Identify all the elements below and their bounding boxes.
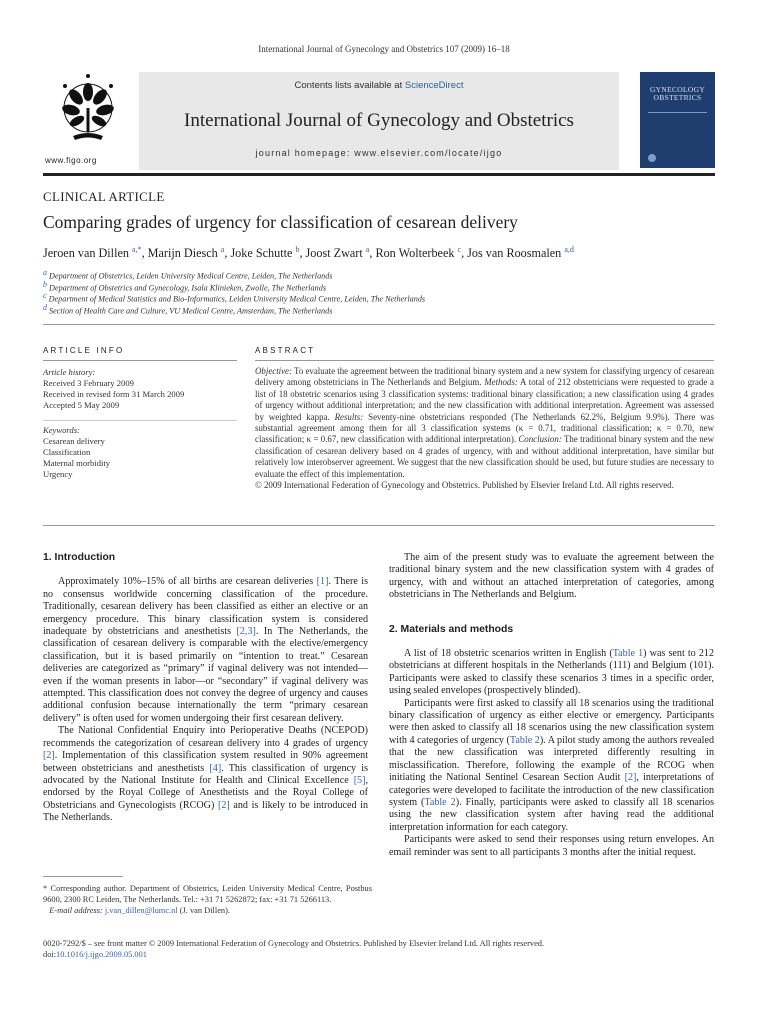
article-title: Comparing grades of urgency for classification of cesarean delivery — [43, 212, 518, 232]
contents-line — [139, 80, 619, 91]
author-affiliation-marker[interactable]: a — [365, 245, 370, 254]
affiliation-rule — [43, 324, 715, 325]
footnote-rule — [43, 876, 123, 877]
logo-url[interactable]: www.figo.org — [45, 156, 97, 165]
right-column — [389, 552, 714, 859]
journal-header-box — [139, 72, 619, 170]
results-label: Results: — [334, 411, 364, 422]
revised-date: Received in revised form 31 March 2009 — [43, 389, 185, 399]
author-affiliation-marker[interactable]: b — [295, 245, 300, 254]
abstract-rule — [255, 360, 714, 361]
keyword: Classification — [43, 447, 91, 457]
keywords-label: Keywords: — [43, 425, 80, 435]
abstract-heading: ABSTRACT — [255, 346, 316, 355]
email-label: E-mail address: — [49, 906, 103, 915]
methods-paragraph: Participants were first asked to classify all 18 scenarios using the traditional binary classification of urgency as either elective or emergency. Participants were then asked to classify all 18 scenarios using the new classification system with 4 categories of urgency (Table 2). A pilot study among the authors revealed that the new classification was interpreted differently resulting in misclassification. Therefore, following the example of the RCOG when initiating the National Sentinel Cesarean Section Audit [2], interpretations of categories were developed to facilitate the introduction of the new classification system (Table 2). Finally, participants were asked to classify all 18 scenarios using the new classification system after having read the additional interpretation information for each category. — [389, 697, 715, 833]
author-affiliation-marker[interactable]: c — [457, 245, 462, 254]
corresponding-author: * Corresponding author. Department of Obstetrics, Leiden University Medical Centre, Postbus 9600, 2300 RC Leiden, The Netherlands. Tel.: +31 71 5262872; fax: +31 71 5266113. — [43, 884, 372, 904]
running-header: International Journal of Gynecology and Obstetrics 107 (2009) 16–18 — [258, 44, 510, 54]
author: Jeroen van Dillen — [43, 246, 129, 261]
corresponding-footnote — [43, 883, 372, 916]
info-divider — [43, 420, 237, 421]
email-link[interactable]: j.van_dillen@lumc.nl — [104, 906, 178, 915]
keyword: Urgency — [43, 469, 73, 479]
author-affiliation-marker[interactable]: a — [220, 245, 225, 254]
citation-link[interactable]: [2] — [217, 799, 230, 811]
contents-prefix: Contents lists available at — [294, 80, 405, 91]
methods-paragraph: Participants were asked to send their responses using return envelopes. An email reminder was sent to all participants 3 months after the initial request. — [389, 834, 714, 858]
affiliation-marker: a — [43, 268, 47, 277]
article-type: CLINICAL ARTICLE — [43, 189, 165, 204]
cover-title: GYNECOLOGY OBSTETRICS — [649, 85, 706, 102]
affiliation-text: Department of Medical Statistics and Bio-Informatics, Leiden University Medical Centre, Leiden, The Netherlands — [48, 294, 426, 304]
author: Ron Wolterbeek — [375, 246, 455, 261]
results-text: Seventy-nine obstetricians responded (The Netherlands 62.2%, Belgium 9.9%). There was substantial agreement among them for all 3 classification systems (κ = 0.71, traditional classification; κ = 0.70, new classification; κ = 0.67, new classification with additional interpretation). — [255, 411, 714, 445]
citation-link[interactable]: [5] — [353, 774, 366, 786]
email-suffix: (J. van Dillen). — [177, 906, 230, 915]
journal-title: International Journal of Gynecology and Obstetrics — [184, 110, 574, 131]
objective-label: Objective: — [255, 366, 292, 376]
methods-text: A total of 212 obstetricians were requested to grade a list of 18 obstetric scenarios using 3 classification systems: traditional binary classification; a new classification using 4 grades of urgency without additional interpretation; and the new classification with additional interpretation. Agreement was assessed by weighted kappa. — [255, 377, 714, 422]
intro-heading: 1. Introduction — [43, 552, 116, 563]
author: Jos van Roosmalen — [467, 246, 562, 261]
affiliation-marker: c — [43, 291, 47, 300]
keywords — [43, 425, 110, 480]
left-column — [43, 552, 368, 825]
methods-paragraph: A list of 18 obstetric scenarios written in English (Table 1) was sent to 212 obstetricians at different hospitals in the Netherlands (111) and Belgium (101). Participants were asked to classify these scenarios 3 times in a specific order, using sealed envelopes (prospectively blinded). — [389, 648, 715, 697]
author: Joost Zwart — [305, 246, 363, 261]
affiliation — [43, 303, 332, 316]
citation-link[interactable]: [2] — [43, 750, 55, 762]
author-affiliation-marker[interactable]: a,* — [132, 245, 142, 254]
history-label: Article history: — [43, 367, 96, 377]
objective-text: To evaluate the agreement between the traditional binary system and a new system for classifying urgency of cesarean delivery among obstetricians in The Netherlands and Belgium. — [255, 366, 714, 388]
author-list: Jeroen van Dillen $^{a,*}$, Marijn Diesch $^a$, Joke Schutte $^b$, Joost Zwart $^a$, Ron Wolterbeek $^c$, Jos van Roosmalen $^{a,d}$ — [43, 245, 574, 261]
abstract-copyright: © 2009 International Federation of Gynecology and Obstetrics. Published by Elsevier Ireland Ltd. All rights reserved. — [255, 480, 674, 491]
citation-link[interactable]: [2] — [624, 772, 637, 784]
citation-link[interactable]: [1] — [316, 576, 329, 588]
methods-heading: 2. Materials and methods — [389, 623, 514, 635]
abstract-body — [255, 366, 714, 491]
header-rule — [43, 173, 715, 176]
doi-label: doi: — [43, 950, 57, 959]
citation-link[interactable]: [2,3] — [236, 626, 256, 638]
author: Marijn Diesch — [147, 246, 218, 261]
abstract-bottom-rule — [43, 525, 715, 526]
tree-icon — [43, 72, 133, 156]
affiliation-marker: d — [43, 302, 47, 312]
table-link[interactable]: Table 1 — [612, 648, 644, 660]
front-matter-line: 0020-7292/$ – see front matter © 2009 International Federation of Gynecology and Obstetrics. Published by Elsevier Ireland Ltd. All rights reserved. — [43, 939, 545, 948]
methods-label: Methods: — [484, 377, 518, 388]
received-date: Received 3 February 2009 — [43, 378, 134, 388]
conclusion-label: Conclusion: — [518, 434, 562, 445]
table-link[interactable]: Table 2 — [509, 734, 540, 746]
figo-logo — [43, 72, 133, 172]
sciencedirect-link[interactable]: ScienceDirect — [404, 80, 464, 91]
article-info-rule — [43, 360, 237, 361]
aim-paragraph: The aim of the present study was to evaluate the agreement between the traditional binary system and the new classification system with 4 grades of urgency, with and without an attached interpretation of categories, among obstetricians in The Netherlands and Belgium. — [389, 552, 714, 601]
table-link[interactable]: Table 2 — [424, 796, 456, 808]
front-matter — [43, 938, 544, 960]
doi-link[interactable]: 10.1016/j.ijgo.2009.05.001 — [56, 950, 147, 959]
affiliation-text: Section of Health Care and Culture, VU Medical Centre, Amsterdam, The Netherlands — [49, 306, 333, 316]
accepted-date: Accepted 5 May 2009 — [43, 400, 120, 410]
affiliation-text: Department of Obstetrics and Gynecology, Isala Klinieken, Zwolle, The Netherlands — [49, 283, 327, 293]
affiliation-text: Department of Obstetrics, Leiden University Medical Centre, Leiden, The Netherlands — [49, 271, 333, 281]
intro-paragraph: The National Confidential Enquiry into Perioperative Deaths (NCEPOD) recommends the categorization of cesarean delivery into 4 grades of urgency [2]. Implementation of this classification system resulted in 90% agreement between obstetricians and anesthetists [4]. This classification of urgency is advocated by the National Institute for Health and Clinical Excellence [5], endorsed by the Royal College of Anesthetists and the Royal College of Obstetricians and Gynecologists (RCOG) [2] and is likely to be introduced in The Netherlands. — [43, 725, 368, 824]
affiliation-marker: b — [43, 279, 47, 289]
journal-cover — [640, 72, 715, 168]
keyword: Maternal morbidity — [43, 458, 111, 468]
author-affiliation-marker[interactable]: a,d — [564, 245, 574, 254]
author: Joke Schutte — [230, 246, 293, 261]
article-info-heading: ARTICLE INFO — [43, 346, 125, 355]
article-history — [43, 367, 184, 411]
journal-banner — [43, 72, 715, 172]
keyword: Cesarean delivery — [43, 436, 105, 446]
journal-homepage[interactable]: journal homepage: www.elsevier.com/locate/ijgo — [255, 148, 503, 158]
citation-link[interactable]: [4] — [209, 762, 222, 774]
conclusion-text: The traditional binary system and the new classification of cesarean delivery based on 4 grades of urgency, with and without additional interpretation, have similar but relatively low interobserver agreement. We suggest that the new classification should be used, but future studies are necessary to evaluate the effect of this implementation. — [255, 434, 714, 479]
intro-paragraph: Approximately 10%–15% of all births are cesarean deliveries [1]. There is no consensus worldwide concerning classification of the procedure. Traditionally, cesarean delivery has been classified as either an elective or an emergency procedure. This binary classification system is considered inadequate by obstetricians and anesthetists [2,3]. In The Netherlands, the classification of cesarean delivery is comparable with the elective/emergency classification, but it is based primarily on “intention to treat.” Cesarean deliveries are categorized as “primary” if vaginal delivery was not intended—even if the woman presents in labor—or “secondary” if vaginal delivery was attempted. This classification does not convey the degree of urgency and causes additional confusion because internationally the term “primary cesarean delivery” is often used for women undergoing their first cesarean delivery. — [43, 576, 368, 724]
